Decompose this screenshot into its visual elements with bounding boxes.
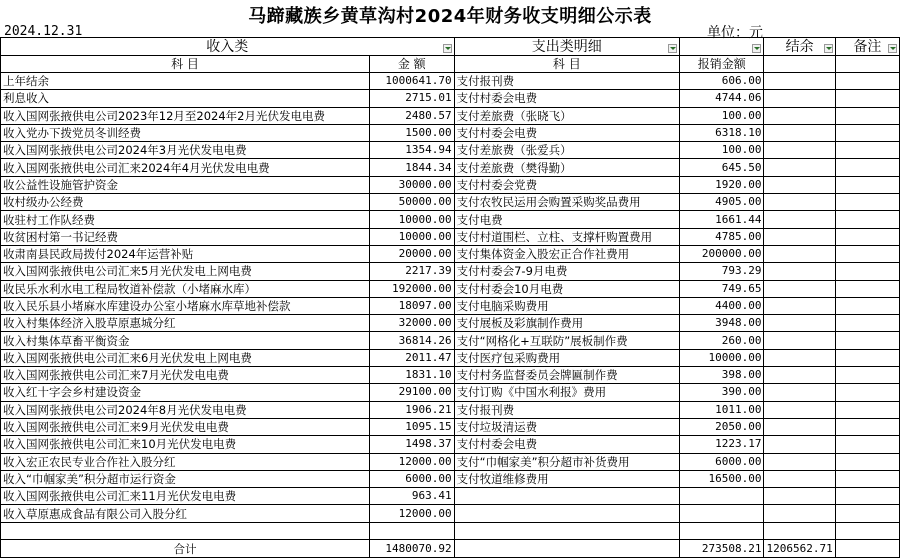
filter-dropdown-icon[interactable] [824,44,833,53]
table-row [1,384,900,401]
table-row [1,488,900,505]
expense-amount[interactable]: 645.50 [679,159,764,176]
remark-cell[interactable] [835,367,899,384]
filter-dropdown-icon[interactable] [888,44,897,53]
table-row [1,194,900,211]
balance-cell[interactable] [764,401,835,418]
expense-amount[interactable]: 1011.00 [679,401,764,418]
expense-amount[interactable]: 606.00 [679,73,764,90]
table-row [1,73,900,90]
income-amount[interactable]: 32000.00 [369,315,454,332]
total-balance: 1206562.71 [764,540,835,558]
balance-sub [764,56,835,73]
remark-cell[interactable] [835,488,899,505]
remark-cell[interactable] [835,73,899,90]
filter-dropdown-icon[interactable] [752,44,761,53]
expense-amount[interactable]: 100.00 [679,142,764,159]
income-subject[interactable]: 收民乐水利水电工程局牧道补偿款（小堵麻水库） [1,280,370,297]
amount-header: 金 额 [369,56,454,73]
balance-cell[interactable] [764,384,835,401]
income-amount[interactable]: 12000.00 [369,453,454,470]
expense-amount[interactable]: 4744.06 [679,90,764,107]
expense-subject[interactable]: 支付差旅费（张爱兵） [454,142,679,159]
table-row [1,401,900,418]
remark-cell[interactable] [835,142,899,159]
income-subject[interactable]: 收入村集体草畜平衡资金 [1,332,370,349]
expense-subject[interactable]: 支付医疗包采购费用 [454,349,679,366]
balance-cell[interactable] [764,349,835,366]
balance-cell[interactable] [764,263,835,280]
table-row [1,124,900,141]
total-blank [454,540,679,558]
income-amount[interactable]: 6000.00 [369,470,454,487]
expense-amount[interactable]: 4905.00 [679,194,764,211]
remark-cell[interactable] [835,124,899,141]
income-amount[interactable]: 1906.21 [369,401,454,418]
expense-subject[interactable]: 支付村委会党费 [454,176,679,193]
income-amount[interactable]: 1500.00 [369,124,454,141]
expense-amount[interactable]: 2050.00 [679,418,764,435]
expense-amount[interactable]: 390.00 [679,384,764,401]
balance-cell[interactable] [764,228,835,245]
expense-subject[interactable]: 支付报刊费 [454,401,679,418]
subject2-header: 科 目 [454,56,679,73]
remark-cell[interactable] [835,90,899,107]
balance-header[interactable]: 结余 [764,38,835,56]
table-row [1,349,900,366]
remark-cell[interactable] [835,418,899,435]
remark-cell[interactable] [835,211,899,228]
balance-cell[interactable] [764,522,835,539]
remark-cell[interactable] [835,453,899,470]
unit-label: 单位：元 [707,25,763,41]
table-row [1,280,900,297]
balance-cell[interactable] [764,90,835,107]
remark-cell[interactable] [835,349,899,366]
remark-cell[interactable] [835,470,899,487]
expense-subject[interactable]: 支付电脑采购费用 [454,297,679,314]
total-row [1,540,900,558]
expense-subject[interactable]: 支付差旅费（樊得勤） [454,159,679,176]
expense-subject[interactable]: 支付订购《中国水利报》费用 [454,384,679,401]
income-amount[interactable]: 1498.37 [369,436,454,453]
expense-amount[interactable]: 4785.00 [679,228,764,245]
income-subject[interactable]: 收入国网张掖供电公司汇来9月光伏发电电费 [1,418,370,435]
income-subject[interactable]: 收入国网张掖供电公司汇来7月光伏发电电费 [1,367,370,384]
expense-amount[interactable]: 749.65 [679,280,764,297]
expense-subject[interactable]: 支付报刊费 [454,73,679,90]
balance-cell[interactable] [764,453,835,470]
expense-amount[interactable]: 200000.00 [679,245,764,262]
expense-amount[interactable]: 260.00 [679,332,764,349]
balance-cell[interactable] [764,159,835,176]
income-subject[interactable]: 收入国网张掖供电公司汇来6月光伏发电上网电费 [1,349,370,366]
income-amount[interactable]: 10000.00 [369,211,454,228]
balance-cell[interactable] [764,124,835,141]
income-subject[interactable]: 收入国网张掖供电公司汇来10月光伏发电电费 [1,436,370,453]
income-amount[interactable]: 192000.00 [369,280,454,297]
income-subject[interactable]: 收入党办下拨党员冬训经费 [1,124,370,141]
balance-cell[interactable] [764,73,835,90]
table-row [1,263,900,280]
expense-amount[interactable]: 4400.00 [679,297,764,314]
remark-cell[interactable] [835,194,899,211]
table-row [1,522,900,539]
page-title: 马蹄藏族乡黄草沟村2024年财务收支明细公示表 [248,6,652,27]
expense-amount-header[interactable] [679,38,764,56]
report-date: 2024.12.31 [4,24,83,39]
expense-subject[interactable] [454,488,679,505]
income-subject[interactable]: 收入国网张掖供电公司汇来5月光伏发电上网电费 [1,263,370,280]
finance-table [0,37,900,558]
balance-cell[interactable] [764,488,835,505]
expense-amount[interactable]: 1223.17 [679,436,764,453]
remark-cell[interactable] [835,228,899,245]
income-amount[interactable]: 50000.00 [369,194,454,211]
table-row [1,107,900,124]
expense-subject[interactable]: 支付“巾帼家美”积分超市补货费用 [454,453,679,470]
expense-subject[interactable]: 支付村委会电费 [454,124,679,141]
income-subject[interactable]: 收入村集体经济入股草原惠城分红 [1,315,370,332]
balance-cell[interactable] [764,194,835,211]
income-subject[interactable]: 收入宏正农民专业合作社入股分红 [1,453,370,470]
income-amount[interactable]: 20000.00 [369,245,454,262]
income-subject[interactable]: 收入民乐县小堵麻水库建设办公室小堵麻水库草地补偿款 [1,297,370,314]
expense-subject[interactable]: 支付集体资金入股宏正合作社费用 [454,245,679,262]
remark-cell[interactable] [835,159,899,176]
remark-cell[interactable] [835,436,899,453]
total-expense: 273508.21 [679,540,764,558]
income-subject[interactable]: 收入草原惠成食品有限公司入股分红 [1,505,370,522]
remark-cell[interactable] [835,297,899,314]
table-row [1,418,900,435]
total-income: 1480070.92 [369,540,454,558]
balance-cell[interactable] [764,211,835,228]
table-row [1,176,900,193]
balance-cell[interactable] [764,245,835,262]
income-subject[interactable]: 收肃南县民政局拨付2024年运营补贴 [1,245,370,262]
filter-dropdown-icon[interactable] [668,44,677,53]
income-amount[interactable]: 1831.10 [369,367,454,384]
income-amount[interactable]: 1000641.70 [369,73,454,90]
subject-header: 科 目 [1,56,370,73]
income-amount[interactable]: 2715.01 [369,90,454,107]
expense-amount[interactable]: 6000.00 [679,453,764,470]
expense-subject[interactable]: 支付“网格化+互联防”展板制作费 [454,332,679,349]
table-row [1,211,900,228]
income-subject[interactable]: 收入国网张掖供电公司汇来2024年4月光伏发电电费 [1,159,370,176]
expense-subject[interactable]: 支付村委会电费 [454,90,679,107]
remark-cell[interactable] [835,505,899,522]
table-row [1,228,900,245]
expense-subject[interactable]: 支付村委会7-9月电费 [454,263,679,280]
expense-subject[interactable]: 支付牧道维修费用 [454,470,679,487]
balance-cell[interactable] [764,315,835,332]
income-amount[interactable]: 30000.00 [369,176,454,193]
table-row [1,453,900,470]
income-subject[interactable]: 收入国网张掖供电公司2023年12月至2024年2月光伏发电电费 [1,107,370,124]
expense-header[interactable]: 支出类明细 [454,38,679,56]
income-amount[interactable]: 29100.00 [369,384,454,401]
remark-cell[interactable] [835,401,899,418]
reimb-amount-header: 报销金额 [679,56,764,73]
remark-header[interactable]: 备注 [835,38,899,56]
balance-cell[interactable] [764,107,835,124]
expense-subject[interactable]: 支付电费 [454,211,679,228]
income-amount[interactable]: 2011.47 [369,349,454,366]
income-amount[interactable] [369,522,454,539]
balance-cell[interactable] [764,142,835,159]
expense-subject[interactable]: 支付村委会10月电费 [454,280,679,297]
income-subject[interactable]: 收入国网张掖供电公司2024年3月光伏发电电费 [1,142,370,159]
income-subject[interactable]: 收贫困村第一书记经费 [1,228,370,245]
balance-cell[interactable] [764,280,835,297]
table-row [1,470,900,487]
remark-cell[interactable] [835,176,899,193]
income-amount[interactable]: 1095.15 [369,418,454,435]
income-subject[interactable] [1,522,370,539]
expense-amount[interactable]: 1661.44 [679,211,764,228]
expense-subject[interactable]: 支付农牧民运用会购置采购奖品费用 [454,194,679,211]
income-amount[interactable]: 10000.00 [369,228,454,245]
remark-cell[interactable] [835,263,899,280]
income-subject[interactable]: 收入“巾帼家美”积分超市运行资金 [1,470,370,487]
table-row [1,297,900,314]
expense-amount[interactable] [679,505,764,522]
table-row [1,332,900,349]
table-row [1,90,900,107]
income-subject[interactable]: 利息收入 [1,90,370,107]
income-amount[interactable]: 963.41 [369,488,454,505]
expense-subject[interactable]: 支付村道围栏、立柱、支撑杆购置费用 [454,228,679,245]
total-remark [835,540,899,558]
balance-cell[interactable] [764,332,835,349]
income-subject[interactable]: 上年结余 [1,73,370,90]
income-amount[interactable]: 36814.26 [369,332,454,349]
income-subject[interactable]: 收入红十字会乡村建设资金 [1,384,370,401]
expense-amount[interactable]: 6318.10 [679,124,764,141]
expense-amount[interactable]: 100.00 [679,107,764,124]
income-subject[interactable]: 收入国网张掖供电公司汇来11月光伏发电电费 [1,488,370,505]
income-subject[interactable]: 收村级办公经费 [1,194,370,211]
income-amount[interactable]: 1844.34 [369,159,454,176]
income-subject[interactable]: 收驻村工作队经费 [1,211,370,228]
expense-amount[interactable] [679,522,764,539]
table-row [1,436,900,453]
remark-cell[interactable] [835,280,899,297]
expense-subject[interactable] [454,505,679,522]
remark-cell[interactable] [835,384,899,401]
income-header[interactable]: 收入类 [1,38,455,56]
subheader-row [1,56,900,73]
remark-cell[interactable] [835,332,899,349]
expense-amount[interactable] [679,488,764,505]
table-row [1,367,900,384]
total-label: 合计 [1,540,370,558]
balance-cell[interactable] [764,470,835,487]
income-amount[interactable]: 12000.00 [369,505,454,522]
expense-subject[interactable]: 支付差旅费（张晓飞） [454,107,679,124]
balance-cell[interactable] [764,418,835,435]
table-row [1,505,900,522]
header-row [1,38,900,56]
expense-amount[interactable]: 16500.00 [679,470,764,487]
table-row [1,159,900,176]
remark-cell[interactable] [835,522,899,539]
expense-amount[interactable]: 793.29 [679,263,764,280]
balance-cell[interactable] [764,505,835,522]
balance-cell[interactable] [764,176,835,193]
expense-subject[interactable]: 支付展板及彩旗制作费用 [454,315,679,332]
table-row [1,315,900,332]
expense-amount[interactable]: 1920.00 [679,176,764,193]
income-subject[interactable]: 收公益性设施管护资金 [1,176,370,193]
income-amount[interactable]: 18097.00 [369,297,454,314]
balance-cell[interactable] [764,367,835,384]
expense-subject[interactable]: 支付村务监督委员会牌匾制作费 [454,367,679,384]
table-row [1,245,900,262]
remark-cell[interactable] [835,107,899,124]
expense-amount[interactable]: 3948.00 [679,315,764,332]
filter-dropdown-icon[interactable] [443,44,452,53]
expense-subject[interactable]: 支付村委会电费 [454,436,679,453]
income-subject[interactable]: 收入国网张掖供电公司2024年8月光伏发电电费 [1,401,370,418]
remark-cell[interactable] [835,245,899,262]
income-amount[interactable]: 1354.94 [369,142,454,159]
remark-sub [835,56,899,73]
income-amount[interactable]: 2480.57 [369,107,454,124]
expense-subject[interactable]: 支付垃圾清运费 [454,418,679,435]
income-amount[interactable]: 2217.39 [369,263,454,280]
remark-cell[interactable] [835,315,899,332]
balance-cell[interactable] [764,436,835,453]
balance-cell[interactable] [764,297,835,314]
expense-subject[interactable] [454,522,679,539]
expense-amount[interactable]: 398.00 [679,367,764,384]
expense-amount[interactable]: 10000.00 [679,349,764,366]
table-row [1,142,900,159]
